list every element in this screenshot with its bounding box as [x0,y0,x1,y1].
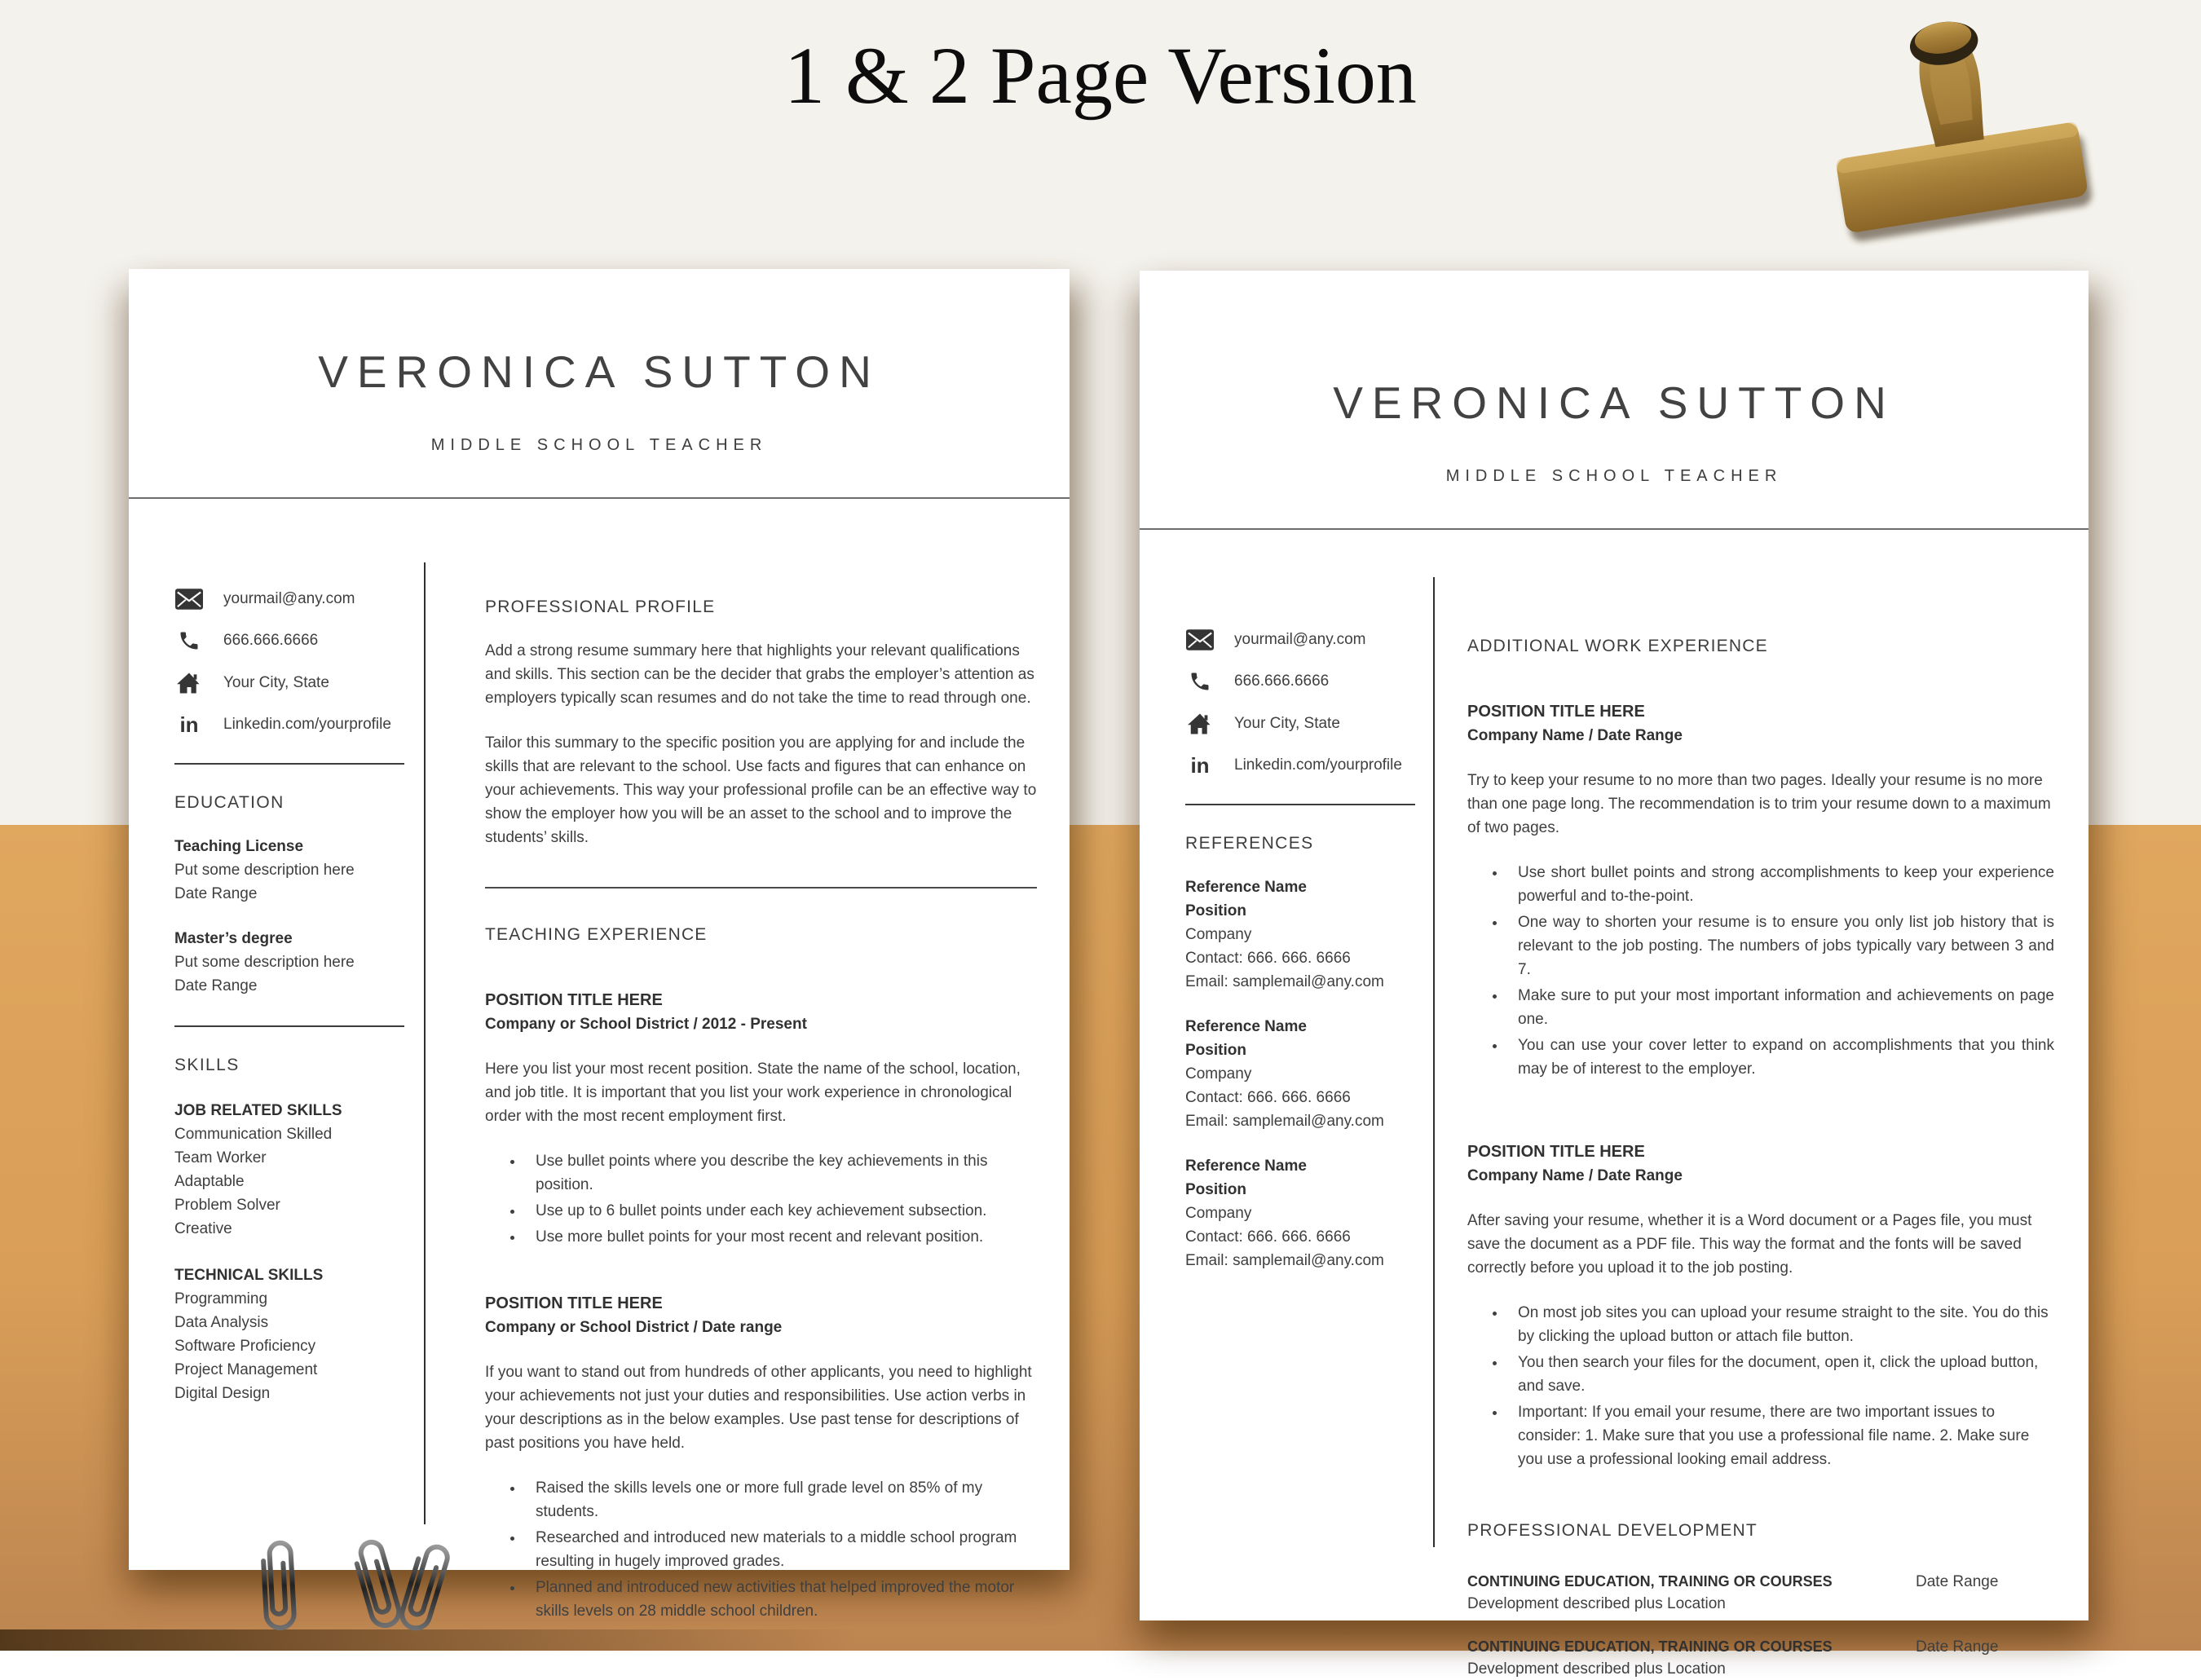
development-title: CONTINUING EDUCATION, TRAINING OR COURSES [1467,1638,1833,1655]
reference-company: Company [1185,1205,1252,1222]
job-paragraph: If you want to stand out from hundreds of other applicants, you need to highlight your achievements not just your duties and responsibilities. Use action verbs in your descriptions as in the below examples. Use past tense for descriptions of past positions you have held. [485,1364,1032,1452]
skill-group-title: TECHNICAL SKILLS [174,1267,324,1284]
skill-item: Team Worker [174,1149,267,1166]
job-meta: Company or School District / Date range [485,1319,783,1336]
job-bullet: • You then search your files for the document, open it, click the upload button, and save. [1506,1351,2054,1398]
development-heading: PROFESSIONAL DEVELOPMENT [1467,1521,1758,1540]
job-bullet-list [1467,861,2054,1081]
page2-header [1140,271,2089,530]
reference-contact: Contact: 666. 666. 6666 [1185,1228,1351,1246]
skill-item: Communication Skilled [174,1126,333,1143]
job-title: POSITION TITLE HERE [1467,703,1645,721]
page2-column-divider [1433,577,1435,1547]
development-description: Development described plus Location [1467,1595,1726,1612]
resume-page-2 [1140,271,2089,1678]
job-bullet: • Use bullet points where you describe the key achievements in this position. [524,1149,1037,1197]
contact-linkedin-text: Linkedin.com/yourprofile [1234,756,1402,774]
resume-page-1 [129,269,1070,1620]
education-item [174,927,404,998]
job-bullet-list [485,1476,1037,1623]
contact-location [1185,712,1415,735]
reference-position: Position [1185,1042,1246,1059]
references-heading: REFERENCES [1185,834,1314,853]
reference-email: Email: samplemail@any.com [1185,1113,1384,1130]
skill-item: Adaptable [174,1173,245,1190]
reference-name: Reference Name [1185,879,1307,896]
job-meta: Company Name / Date Range [1467,1167,1683,1184]
additional-experience-heading: ADDITIONAL WORK EXPERIENCE [1467,637,1768,655]
contact-email [174,589,404,610]
job-entry [485,1291,1037,1623]
page1-name: VERONICA SUTTON [318,346,880,397]
reference-email: Email: samplemail@any.com [1185,1252,1384,1269]
development-row [1467,1571,2054,1593]
reference-contact: Contact: 666. 666. 6666 [1185,950,1351,967]
phone-icon [174,629,204,652]
job-bullet: • You can use your cover letter to expand on accomplishments that you think may be of interest to the employer. [1506,1034,2054,1081]
contact-linkedin-text: Linkedin.com/yourprofile [223,716,391,733]
education-title: Teaching License [174,838,304,855]
job-bullet: • Make sure to put your most important information and achievements on page one. [1506,984,2054,1031]
development-date: Date Range [1916,1573,1999,1590]
profile-paragraph: Tailor this summary to the specific position you are applying for and include the skills that are relevant to the school. Use facts and figures that can enhance on your achievements. This way your professional profile can be an effective way to show the employer how you will be an asset to the school and to improve the students’ skills. [485,734,1037,846]
contact-phone-text: 666.666.6666 [223,632,319,649]
contact-location [174,672,404,694]
linkedin-icon: in [179,712,199,737]
mail-icon [174,589,204,610]
page2-sidebar [1140,530,1435,1272]
education-item [174,835,404,906]
reference-company: Company [1185,926,1252,943]
additional-jobs [1467,699,2054,1471]
job-entry [1467,1140,2054,1471]
job-bullet: • Researched and introduced new materials to a middle school program resulting in hugely improved grades. [524,1526,1037,1573]
job-title: POSITION TITLE HERE [1467,1143,1645,1161]
contact-linkedin [1185,755,1415,776]
skill-item: Digital Design [174,1385,271,1402]
profile-heading: PROFESSIONAL PROFILE [485,597,716,616]
sidebar-divider [1185,804,1415,805]
home-icon [174,672,204,694]
job-paragraph: Here you list your most recent position. State the name of the school, location, and job title. It is important that you list your work experience in chronological order with the most recent employment first. [485,1060,1021,1125]
page2-role: MIDDLE SCHOOL TEACHER [1445,467,1783,485]
page1-columns [129,499,1070,1625]
job-bullet: • Planned and introduced new activities that helped improved the motor skills levels on 28 middle school children. [524,1576,1037,1623]
education-heading: EDUCATION [174,793,284,812]
job-bullet: • Important: If you email your resume, there are two important issues to consider: 1. Make sure that you use a professional file name. 2. Make sure you use a professional looking email address. [1506,1400,2054,1471]
job-bullet: • On most job sites you can upload your resume straight to the site. You do this by clicking the upload button or attach file button. [1506,1301,2054,1348]
reference-position: Position [1185,902,1246,919]
job-entry [1467,699,2054,1081]
job-bullet: • Use short bullet points and strong accomplishments to keep your experience powerful and to-the-point. [1506,861,2054,908]
contact-phone [1185,670,1415,693]
linkedin-icon: in [1190,753,1210,778]
skill-group-job-related [174,1099,404,1241]
development-entry [1467,1636,2054,1680]
job-bullet: • Raised the skills levels one or more full grade level on 85% of my students. [524,1476,1037,1523]
development-row [1467,1636,2054,1658]
skill-item: Data Analysis [174,1314,269,1331]
reference-entry [1185,1154,1415,1272]
job-meta: Company or School District / 2012 - Present [485,1016,807,1033]
mail-icon [1185,629,1215,650]
job-bullet: • One way to shorten your resume is to ensure you only list job history that is relevant to the job posting. The numbers of jobs typically vary between 3 and 7. [1506,911,2054,981]
page1-header [129,269,1070,499]
reference-name: Reference Name [1185,1018,1307,1035]
reference-contact: Contact: 666. 666. 6666 [1185,1089,1351,1106]
job-meta: Company Name / Date Range [1467,727,1683,744]
skill-item: Software Proficiency [174,1338,316,1355]
development-entry [1467,1571,2054,1615]
skill-group-technical [174,1263,404,1405]
page1-main-column [424,499,1070,1625]
banner-title: 1 & 2 Page Version [784,30,1417,121]
education-date: Date Range [174,977,258,994]
development-description: Development described plus Location [1467,1660,1726,1678]
contact-email [1185,629,1415,650]
page2-columns [1140,530,2089,1680]
experience-heading: TEACHING EXPERIENCE [485,925,708,944]
page2-name: VERONICA SUTTON [1333,377,1895,428]
education-description: Put some description here [174,954,355,971]
reference-company: Company [1185,1065,1252,1083]
contact-email-text: yourmail@any.com [223,590,355,607]
job-bullet-list [1467,1301,2054,1471]
reference-entry [1185,875,1415,994]
main-section-divider [485,887,1037,889]
reference-entry [1185,1015,1415,1133]
contact-location-text: Your City, State [223,674,329,691]
sidebar-divider [174,1025,404,1027]
gold-clip-icon [1826,0,2087,245]
sidebar-divider [174,763,404,765]
skill-item: Project Management [174,1361,318,1378]
home-icon [1185,712,1215,735]
job-bullet: • Use more bullet points for your most recent and relevant position. [524,1225,1037,1249]
skill-item: Creative [174,1220,232,1237]
contact-phone-text: 666.666.6666 [1234,672,1330,690]
development-title: CONTINUING EDUCATION, TRAINING OR COURSES [1467,1573,1833,1590]
page2-main-column [1435,530,2089,1680]
contact-phone [174,629,404,652]
job-title: POSITION TITLE HERE [485,991,663,1009]
job-paragraph: Try to keep your resume to no more than two pages. Ideally your resume is no more than one page long. The recommendation is to trim your resume down to a maximum of two pages. [1467,772,2051,836]
phone-icon [1185,670,1215,693]
reference-email: Email: samplemail@any.com [1185,973,1384,990]
education-title: Master’s degree [174,930,293,947]
paperclips-icon [232,1529,509,1651]
education-date: Date Range [174,885,258,902]
job-bullet: • Use up to 6 bullet points under each key achievement subsection. [524,1199,1037,1223]
skill-item: Programming [174,1290,268,1307]
contact-location-text: Your City, State [1234,715,1340,732]
job-title: POSITION TITLE HERE [485,1294,663,1312]
development-date: Date Range [1916,1638,1999,1656]
contact-email-text: yourmail@any.com [1234,631,1366,648]
page1-role: MIDDLE SCHOOL TEACHER [430,436,768,454]
contact-linkedin [174,714,404,735]
job-paragraph: After saving your resume, whether it is a Word document or a Pages file, you must save the document as a PDF file. This way the format and the fonts will be saved correctly before you upload it to the job posting. [1467,1212,2032,1277]
skills-heading: SKILLS [174,1056,240,1074]
reference-position: Position [1185,1181,1246,1198]
page1-column-divider [424,562,426,1524]
profile-paragraph: Add a strong resume summary here that highlights your relevant qualifications and skills. This section can be the decider that grabs the employer’s attention as employers typically scan resumes and do not take the time to read through one. [485,642,1034,707]
skill-group-title: JOB RELATED SKILLS [174,1102,342,1119]
reference-name: Reference Name [1185,1157,1307,1175]
job-entry [485,988,1037,1249]
skill-item: Problem Solver [174,1197,280,1214]
education-description: Put some description here [174,862,355,879]
page1-sidebar [129,499,424,1405]
job-bullet-list [485,1149,1037,1249]
